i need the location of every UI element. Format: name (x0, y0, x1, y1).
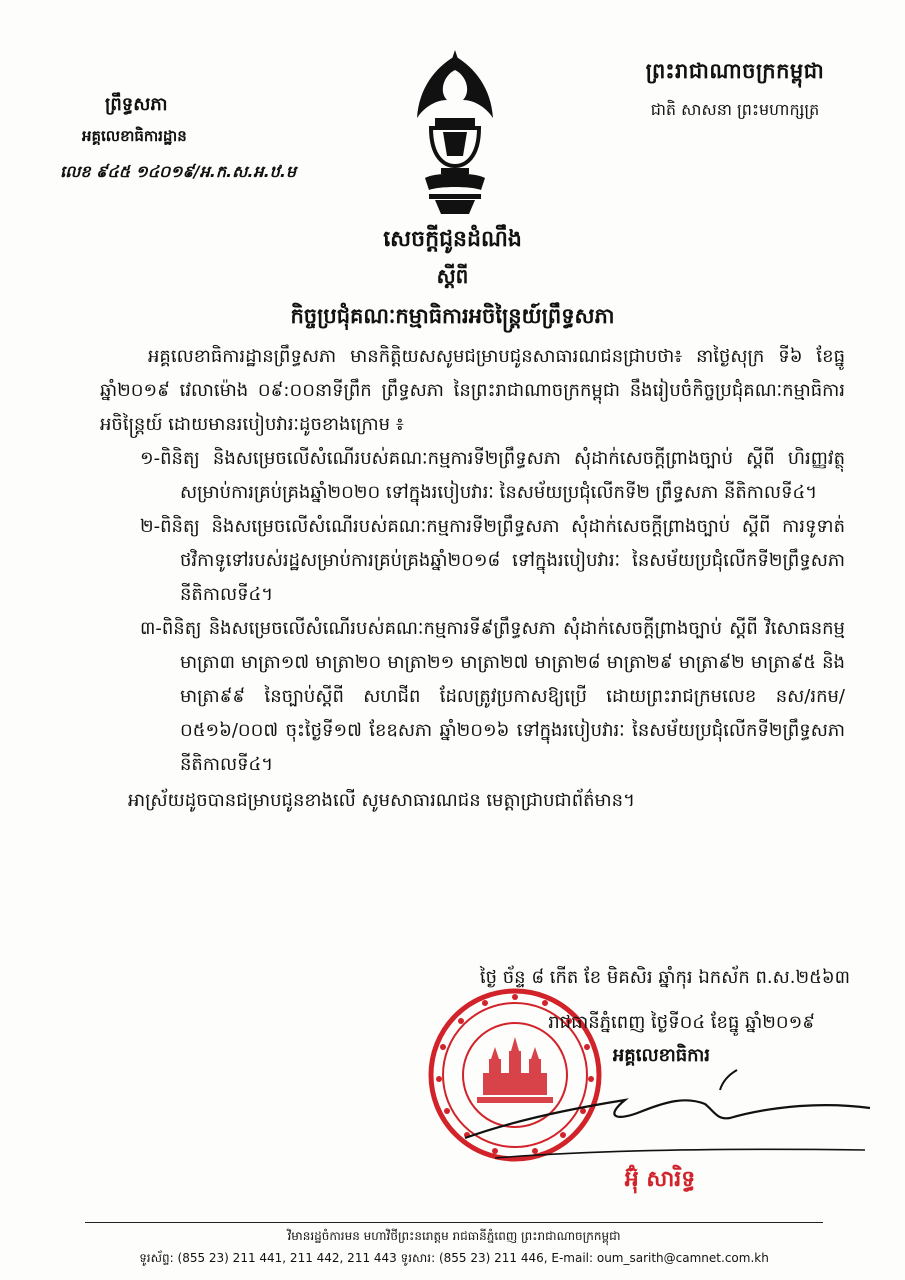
senate-emblem-icon (405, 48, 505, 218)
kingdom-heading (600, 58, 870, 123)
document-title: សេចក្ដីជូនដំណឹង (383, 227, 522, 252)
closing-paragraph: អាស្រ័យដូចបានជម្រាបជូនខាងលើ សូមសាធារណជន មេត្តាជ្រាបជាព័ត៌មាន។ (128, 790, 635, 811)
lunar-date: ថ្ងៃ ច័ន្ទ ៨ កើត ខែ មិគសិរ ឆ្នាំកុរ ឯកស័ក ព.ស.២៥៦៣ (479, 967, 850, 988)
reference-number: លេខ ៩៤៥ ១៤០១៩/អ.ក.ស.អ.ឋ.ម (60, 162, 297, 181)
agenda-item-2: ២-ពិនិត្យ និងសម្រេចលើសំណើរបស់គណៈកម្មការទី២ព្រឹទ្ធសភា សុំដាក់សេចក្ដីព្រាងច្បាប់ ស្ដីពី ការទូទាត់ថវិកាទូទៅរបស់រដ្ឋសម្រាប់ការគ្រប់គ្រងឆ្នាំ២០១៨ ទៅក្នុងរបៀបវារៈ នៃសម័យប្រជុំលើកទី២ព្រឹទ្ធសភា នីតិកាលទី៤។ (140, 516, 845, 605)
senate-label: ព្រឹទ្ធសភា (105, 94, 168, 115)
handwritten-signature (455, 1060, 875, 1170)
footer-divider (85, 1222, 823, 1223)
footer-contact: ទូរស័ព្ទ: (855 23) 211 441, 211 442, 211 443 ទូរសារ: (855 23) 211 446, E-mail: oum_sarith@camnet.com.kh (139, 1251, 769, 1265)
signer-name: អ៊ុំ សារិទ្ធ (624, 1167, 696, 1192)
secretariat-label: អគ្គលេខាធិការដ្ឋាន (82, 127, 187, 145)
place-and-date: រាជធានីភ្នំពេញ ថ្ងៃទី០៤ ខែធ្នូ ឆ្នាំ២០១៩ (548, 1012, 815, 1033)
document-subject-label: ស្ដីពី (436, 264, 469, 288)
agenda-item-1: ១-ពិនិត្យ និងសម្រេចលើសំណើរបស់គណៈកម្មការទី២ព្រឹទ្ធសភា សុំដាក់សេចក្ដីព្រាងច្បាប់ ស្ដីពី ហិរញ្ញវត្ថុសម្រាប់ការគ្រប់គ្រងឆ្នាំ២០២០ ទៅក្នុងរបៀបវារៈ នៃសម័យប្រជុំលើកទី២ ព្រឹទ្ធសភា នីតិកាលទី៤។ (140, 448, 845, 503)
national-motto: ជាតិ សាសនា ព្រះមហាក្សត្រ (650, 100, 820, 119)
signatory-title: អគ្គលេខាធិការ (612, 1045, 710, 1066)
footer-address: វិមានរដ្ឋចំការមន មហាវិថីព្រះនរោត្តម រាជធានីភ្នំពេញ ព្រះរាជាណាចក្រកម្ពុជា (287, 1229, 621, 1243)
document-subject: កិច្ចប្រជុំគណៈកម្មាធិការអចិន្ត្រៃយ៍ព្រឹទ្ធសភា (290, 304, 615, 328)
agenda-item-3: ៣-ពិនិត្យ និងសម្រេចលើសំណើរបស់គណៈកម្មការទី៩ព្រឹទ្ធសភា សុំដាក់សេចក្ដីព្រាងច្បាប់ ស្ដីពី វិសោធនកម្មមាត្រា៣ មាត្រា១៧ មាត្រា២០ មាត្រា២១ មាត្រា២៧ មាត្រា២៨ មាត្រា២៩ មាត្រា៩២ មាត្រា៩៥ និងមាត្រា៩៩ នៃច្បាប់ស្ដីពី សហជីព ដែលត្រូវប្រកាសឱ្យប្រើ ដោយព្រះរាជក្រមលេខ នស/រកម/០៥១៦/០០៧ ចុះថ្ងៃទី១៧ ខែឧសភា ឆ្នាំ២០១៦ ទៅក្នុងរបៀបវារៈ នៃសម័យប្រជុំលើកទី២ព្រឹទ្ធសភា នីតិកាលទី៤។ (140, 618, 845, 775)
kingdom-name: ព្រះរាជាណាចក្រកម្ពុជា (645, 59, 825, 83)
issuer-block (60, 92, 360, 185)
intro-paragraph: អគ្គលេខាធិការដ្ឋានព្រឹទ្ធសភា មានកិត្តិយសសូមជម្រាបជូនសាធារណជនជ្រាបថា៖ នាថ្ងៃសុក្រ ទី៦ ខែធ្នូ ឆ្នាំ២០១៩ វេលាម៉ោង ០៩:០០នាទីព្រឹក ព្រឹទ្ធសភា នៃព្រះរាជាណាចក្រកម្ពុជា នឹងរៀបចំកិច្ចប្រជុំគណៈកម្មាធិការអចិន្ត្រៃយ៍ ដោយមានរបៀបវារៈដូចខាងក្រោម ៖ (100, 346, 845, 435)
document-title-block (0, 225, 905, 334)
document-body (100, 340, 845, 818)
